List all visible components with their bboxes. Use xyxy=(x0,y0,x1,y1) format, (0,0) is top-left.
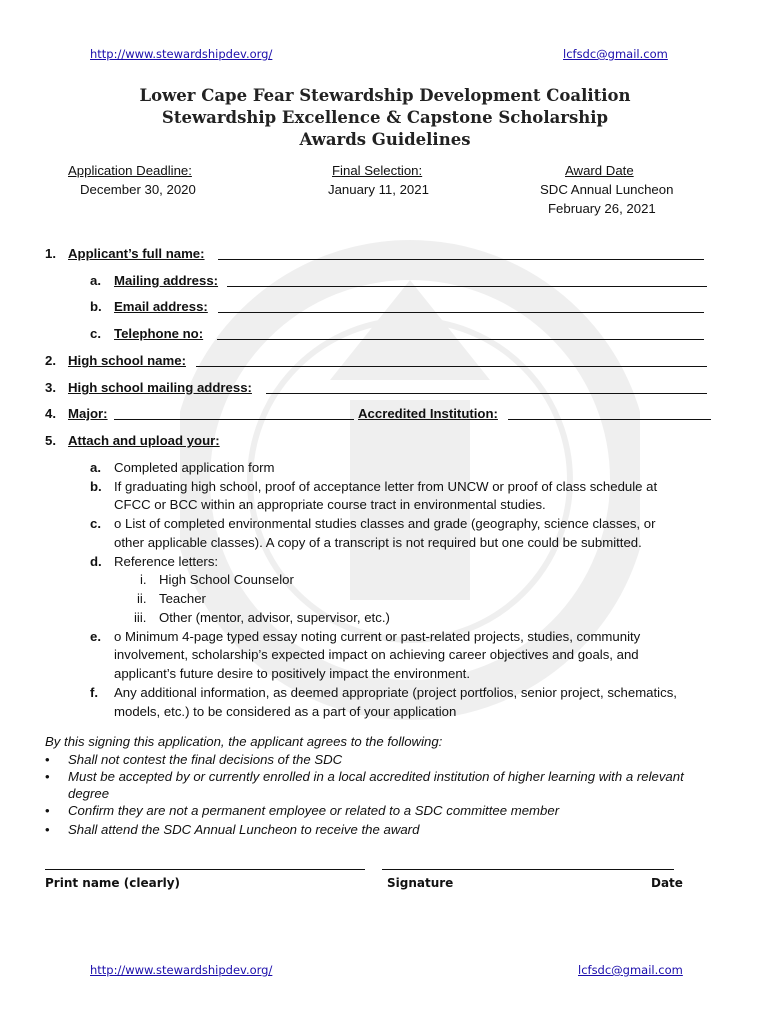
attach-b-text-1: If graduating high school, proof of acceptance letter from UNCW or proof of class schedule at xyxy=(114,479,658,494)
institution-field[interactable] xyxy=(508,408,711,420)
header-website-link[interactable]: http://www.stewardshipdev.org/ xyxy=(90,47,273,61)
high-school-mailing-field[interactable] xyxy=(266,382,707,394)
attach-marker-c: c. xyxy=(90,516,101,531)
mailing-address-label: Mailing address: xyxy=(114,273,219,288)
final-selection-value: January 11, 2021 xyxy=(328,182,429,197)
attach-marker-a: a. xyxy=(90,460,101,475)
applicant-name-field[interactable] xyxy=(218,248,704,260)
attach-e-text-2: involvement, scholarship’s expected impact on achieving career objectives and goals, and xyxy=(114,647,639,662)
major-field[interactable] xyxy=(114,408,354,420)
agreement-item-3: Confirm they are not a permanent employee or related to a SDC committee member xyxy=(68,803,560,818)
agreement-item-1: Shall not contest the final decisions of the SDC xyxy=(68,752,343,767)
footer-website-link[interactable]: http://www.stewardshipdev.org/ xyxy=(90,963,273,977)
agreement-item-4: Shall attend the SDC Annual Luncheon to receive the award xyxy=(68,822,420,837)
attach-d-text: Reference letters: xyxy=(114,554,219,569)
deadline-label: Application Deadline: xyxy=(68,163,192,178)
attach-e-text-3: applicant’s future desire to positively impact the environment. xyxy=(114,666,471,681)
telephone-field[interactable] xyxy=(217,328,704,340)
field-marker-c: c. xyxy=(90,326,101,341)
print-name-field[interactable] xyxy=(45,858,365,870)
title-line3: Awards Guidelines xyxy=(299,130,471,149)
attach-c-text-2: other applicable classes). A copy of a transcript is not required but one could be submitted. xyxy=(114,535,642,550)
final-selection-label: Final Selection: xyxy=(332,163,423,178)
attach-marker-f: f. xyxy=(90,685,99,700)
attach-e-text-1: o Minimum 4-page typed essay noting current or past-related projects, studies, community xyxy=(114,629,641,644)
applicant-name-label: Applicant’s full name: xyxy=(68,246,205,261)
date-label: Date xyxy=(651,876,683,890)
agreement-item-2-line2: degree xyxy=(68,786,110,801)
field-number-2: 2. xyxy=(45,353,56,368)
award-date-value: SDC Annual Luncheon xyxy=(540,182,674,197)
signature-label: Signature xyxy=(387,876,454,890)
signature-field[interactable] xyxy=(382,858,674,870)
attach-d-ii-marker: ii. xyxy=(137,591,147,606)
field-number-5: 5. xyxy=(45,433,56,448)
field-number-4: 4. xyxy=(45,406,56,421)
print-name-label: Print name (clearly) xyxy=(45,876,181,890)
telephone-label: Telephone no: xyxy=(114,326,204,341)
attach-b-text-2: CFCC or BCC within an appropriate course tract in environmental studies. xyxy=(114,497,546,512)
footer-email-link[interactable]: lcfsdc@gmail.com xyxy=(578,963,683,977)
attach-d-iii-text: Other (mentor, advisor, supervisor, etc.) xyxy=(159,610,390,625)
field-marker-a: a. xyxy=(90,273,101,288)
deadline-value: December 30, 2020 xyxy=(80,182,196,197)
agreement-bullet-2: • xyxy=(45,769,50,784)
email-address-field[interactable] xyxy=(218,301,704,313)
attach-marker-b: b. xyxy=(90,479,102,494)
agreement-bullet-1: • xyxy=(45,752,50,767)
high-school-name-label: High school name: xyxy=(68,353,186,368)
field-number-3: 3. xyxy=(45,380,56,395)
attach-marker-e: e. xyxy=(90,629,101,644)
attach-a-text: Completed application form xyxy=(114,460,275,475)
attach-d-ii-text: Teacher xyxy=(159,591,206,606)
attach-d-i-marker: i. xyxy=(140,572,147,587)
attach-d-iii-marker: iii. xyxy=(134,610,147,625)
field-marker-b: b. xyxy=(90,299,102,314)
mailing-address-field[interactable] xyxy=(227,275,707,287)
title-line2: Stewardship Excellence & Capstone Scholarship xyxy=(161,108,609,127)
title-line1: Lower Cape Fear Stewardship Development Coalition xyxy=(139,86,631,105)
field-number-1: 1. xyxy=(45,246,56,261)
agreement-item-2-line1: Must be accepted by or currently enrolled in a local accredited institution of higher learning with a relevant xyxy=(68,769,684,784)
attach-f-text-1: Any additional information, as deemed appropriate (project portfolios, senior project, schematics, xyxy=(114,685,677,700)
major-label: Major: xyxy=(68,406,108,421)
high-school-mailing-label: High school mailing address: xyxy=(68,380,252,395)
award-date-value2: February 26, 2021 xyxy=(548,201,656,216)
attach-d-i-text: High School Counselor xyxy=(159,572,294,587)
agreement-bullet-3: • xyxy=(45,803,50,818)
agreement-bullet-4: • xyxy=(45,822,50,837)
agreement-intro: By this signing this application, the applicant agrees to the following: xyxy=(45,734,443,749)
attach-f-text-2: models, etc.) to be considered as a part of your application xyxy=(114,704,457,719)
high-school-name-field[interactable] xyxy=(196,355,707,367)
header-email-link[interactable]: lcfsdc@gmail.com xyxy=(563,47,668,61)
award-date-label: Award Date xyxy=(565,163,634,178)
attach-label: Attach and upload your: xyxy=(68,433,220,448)
institution-label: Accredited Institution: xyxy=(358,406,498,421)
email-address-label: Email address: xyxy=(114,299,208,314)
attach-marker-d: d. xyxy=(90,554,102,569)
attach-c-text-1: o List of completed environmental studies classes and grade (geography, science classes, or xyxy=(114,516,656,531)
